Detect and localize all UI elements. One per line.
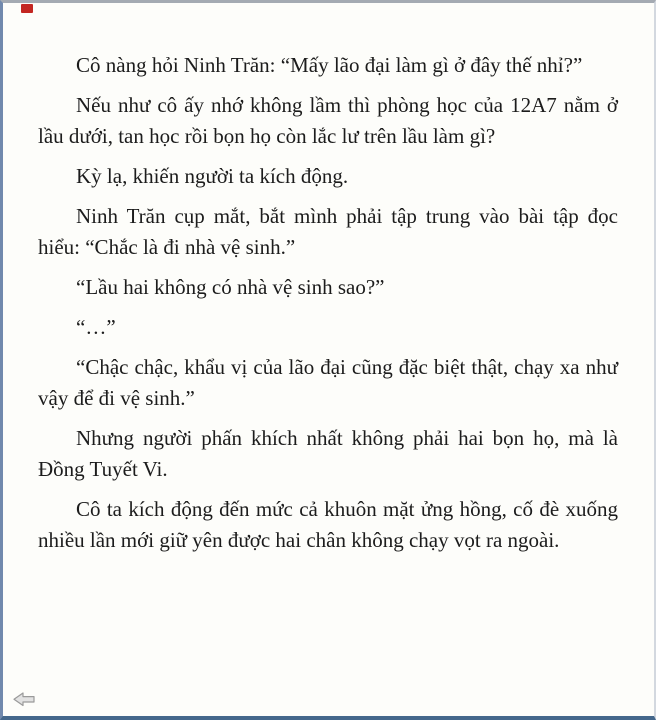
text-body	[3, 3, 654, 565]
paragraph-2: Nếu như cô ấy nhớ không lầm thì phòng học của 12A7 nằm ở lầu dưới, tan học rồi bọn họ còn lắc lư trên lầu làm gì?	[38, 93, 618, 148]
paragraph-3: Kỳ lạ, khiến người ta kích động.	[76, 164, 349, 188]
paragraph-5: “Lầu hai không có nhà vệ sinh sao?”	[76, 275, 385, 299]
back-arrow-icon[interactable]	[12, 691, 36, 708]
paragraph-4: Ninh Trăn cụp mắt, bắt mình phải tập trung vào bài tập đọc hiểu: “Chắc là đi nhà vệ sinh.”	[38, 204, 618, 259]
paragraph-9: Cô ta kích động đến mức cả khuôn mặt ửng hồng, cố đè xuống nhiều lần mới giữ yên được hai chân không chạy vọt ra ngoài.	[38, 497, 618, 552]
paragraph-1: Cô nàng hỏi Ninh Trăn: “Mấy lão đại làm gì ở đây thế nhỉ?”	[76, 53, 583, 77]
paragraph-7: “Chậc chậc, khẩu vị của lão đại cũng đặc biệt thật, chạy xa như vậy để đi vệ sinh.”	[38, 355, 618, 410]
paragraph-6: “…”	[76, 315, 116, 339]
paragraph-8: Nhưng người phấn khích nhất không phải hai bọn họ, mà là Đồng Tuyết Vi.	[38, 426, 618, 481]
